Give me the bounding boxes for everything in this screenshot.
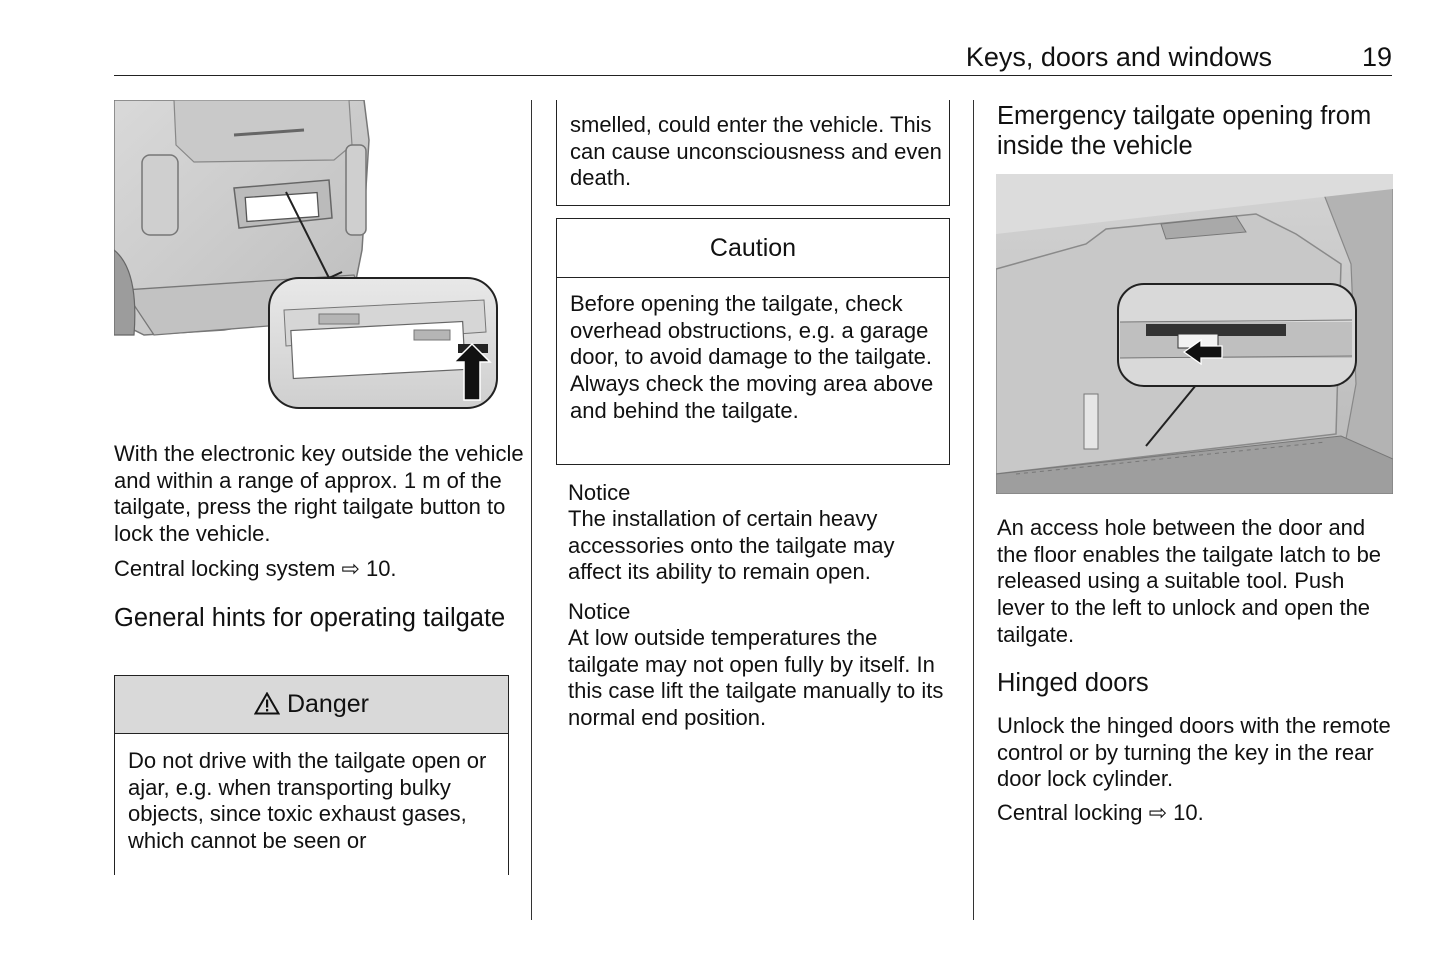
caution-title: Caution (557, 219, 949, 278)
running-header-title: Keys, doors and windows (965, 42, 1272, 72)
intro-paragraph: With the electronic key outside the vehicle and within a range of approx. 1 m of the tailgate, press the right tailgate button to lock the vehicle. (114, 441, 524, 547)
danger-title: Danger (286, 690, 369, 718)
notice-2-text: At low outside temperatures the tailgate may not open fully by itself. In this case lift the tailgate manually to its normal end position. (568, 625, 944, 731)
emergency-latch-illustration (996, 174, 1393, 494)
column-divider-2 (973, 100, 974, 920)
column-divider-1 (531, 100, 532, 920)
header-rule (114, 75, 1392, 76)
danger-text: Do not drive with the tailgate open or ajar, e.g. when transporting bulky objects, since toxic exhaust gases, which cannot be seen or (128, 748, 487, 854)
notice-1-text: The installation of certain heavy accessories onto the tailgate may affect its ability to remain open. (568, 506, 895, 585)
notice-1-title: Notice (568, 480, 631, 505)
danger-box-header (115, 676, 508, 734)
warning-triangle-icon (254, 690, 287, 718)
emergency-opening-text: An access hole between the door and the floor enables the tailgate latch to be released using a suitable tool. Push lever to the left to unlock and open the tailgate. (997, 515, 1382, 647)
tailgate-button-illustration (114, 100, 504, 412)
page-number: 19 (1361, 42, 1392, 72)
section-heading-emergency-opening: Emergency tailgate opening from inside the vehicle (997, 102, 1372, 160)
central-locking-xref: Central locking system ⇨ 10. (114, 556, 397, 581)
section-heading-hinged-doors: Hinged doors (997, 669, 1149, 697)
hinged-doors-text: Unlock the hinged doors with the remote control or by turning the key in the rear door lock cylinder. (997, 713, 1391, 792)
danger-box (114, 675, 509, 875)
central-locking-xref-2: Central locking ⇨ 10. (997, 800, 1204, 825)
danger-box-continued (556, 100, 950, 206)
section-heading-general-hints: General hints for operating tailgate (114, 604, 506, 632)
caution-box (556, 218, 950, 465)
danger-text-continued: smelled, could enter the vehicle. This can cause unconsciousness and even death. (570, 112, 942, 191)
caution-text: Before opening the tailgate, check overhead obstructions, e.g. a garage door, to avoid damage to the tailgate. Always check the moving area above and behind the tailgate. (570, 291, 934, 423)
notice-2-title: Notice (568, 599, 631, 624)
